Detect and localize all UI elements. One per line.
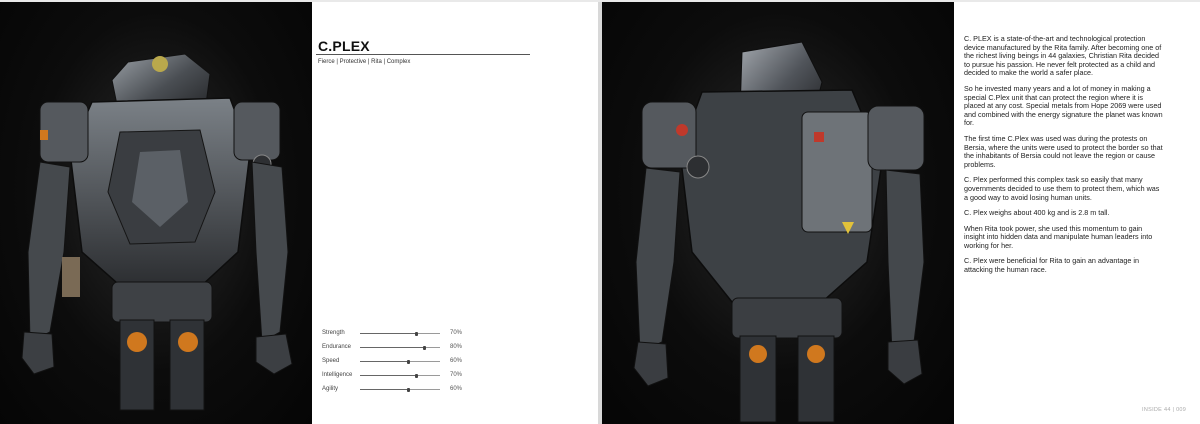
stat-bar-fill — [360, 389, 408, 390]
page-folio: INSIDE 44 | 009 — [1142, 407, 1187, 413]
description-paragraph: C. Plex were beneficial for Rita to gain an advantage in attacking the human race. — [964, 256, 1139, 275]
stat-bar — [360, 389, 440, 390]
stat-bar — [360, 347, 440, 348]
stat-bar-marker — [407, 388, 410, 392]
stat-value: 60% — [450, 358, 463, 364]
robot-front-illustration — [0, 2, 312, 424]
stat-bar-marker — [415, 332, 418, 336]
stat-bar — [360, 333, 440, 334]
stat-row-endurance — [322, 343, 472, 357]
stat-label: Intelligence — [322, 372, 353, 378]
robot-front-image — [0, 2, 312, 424]
description-paragraph: When Rita took power, she used this momentum to gain insight into hidden data and manipulate human leaders into working for her. — [964, 223, 1153, 250]
description-text — [964, 35, 1164, 282]
robot-side-illustration — [602, 2, 954, 424]
stat-value: 70% — [450, 330, 463, 336]
description-paragraph: So he invested many years and a lot of money in making a special C.Plex unit that can protect the region where it is placed at any cost. Special metals from Hope 2069 were used and combined with the energy signature the planet was known for. — [964, 83, 1163, 128]
stat-row-agility — [322, 385, 472, 399]
stat-bar — [360, 375, 440, 376]
description-paragraph: C. Plex performed this complex task so easily that many governments decided to use them to protect them, which was a good way to avoid losing human units. — [964, 175, 1160, 202]
stat-row-speed — [322, 357, 472, 371]
stat-label: Endurance — [322, 344, 352, 350]
stat-value: 60% — [450, 386, 463, 392]
page-title: C.PLEX — [318, 38, 370, 54]
robot-side-image — [602, 2, 954, 424]
stat-bar-marker — [415, 374, 418, 378]
character-tags: Fierce | Protective | Rita | Complex — [318, 59, 411, 65]
stat-label: Agility — [322, 386, 339, 392]
stats-panel — [322, 329, 472, 399]
stat-label: Speed — [322, 358, 340, 364]
stat-bar-fill — [360, 375, 416, 376]
title-divider — [316, 54, 530, 55]
stat-bar-fill — [360, 347, 424, 348]
description-paragraph: The first time C.Plex was used was during the protests on Bersia, where the units were used to protect the border so that the inhabitants of Bersia could not leave the region or cause problems. — [964, 133, 1163, 169]
description-paragraph: C. Plex weighs about 400 kg and is 2.8 m tall. — [964, 208, 1110, 218]
stat-bar-fill — [360, 333, 416, 334]
stat-label: Strength — [322, 330, 345, 336]
stat-bar — [360, 361, 440, 362]
stat-bar-marker — [407, 360, 410, 364]
stat-row-strength — [322, 329, 472, 343]
stat-bar-fill — [360, 361, 408, 362]
magazine-spread — [0, 2, 1200, 424]
stat-value: 70% — [450, 372, 463, 378]
stat-bar-marker — [423, 346, 426, 350]
stat-row-intelligence — [322, 371, 472, 385]
stat-value: 80% — [450, 344, 463, 350]
description-paragraph: C. PLEX is a state-of-the-art and technological protection device manufactured by the Rita family. After becoming one of the richest living beings in 44 galaxies, Christian Rita decided to pursue his passion. He never felt protected as a child and decided to make the world a safer place. — [964, 34, 1162, 78]
